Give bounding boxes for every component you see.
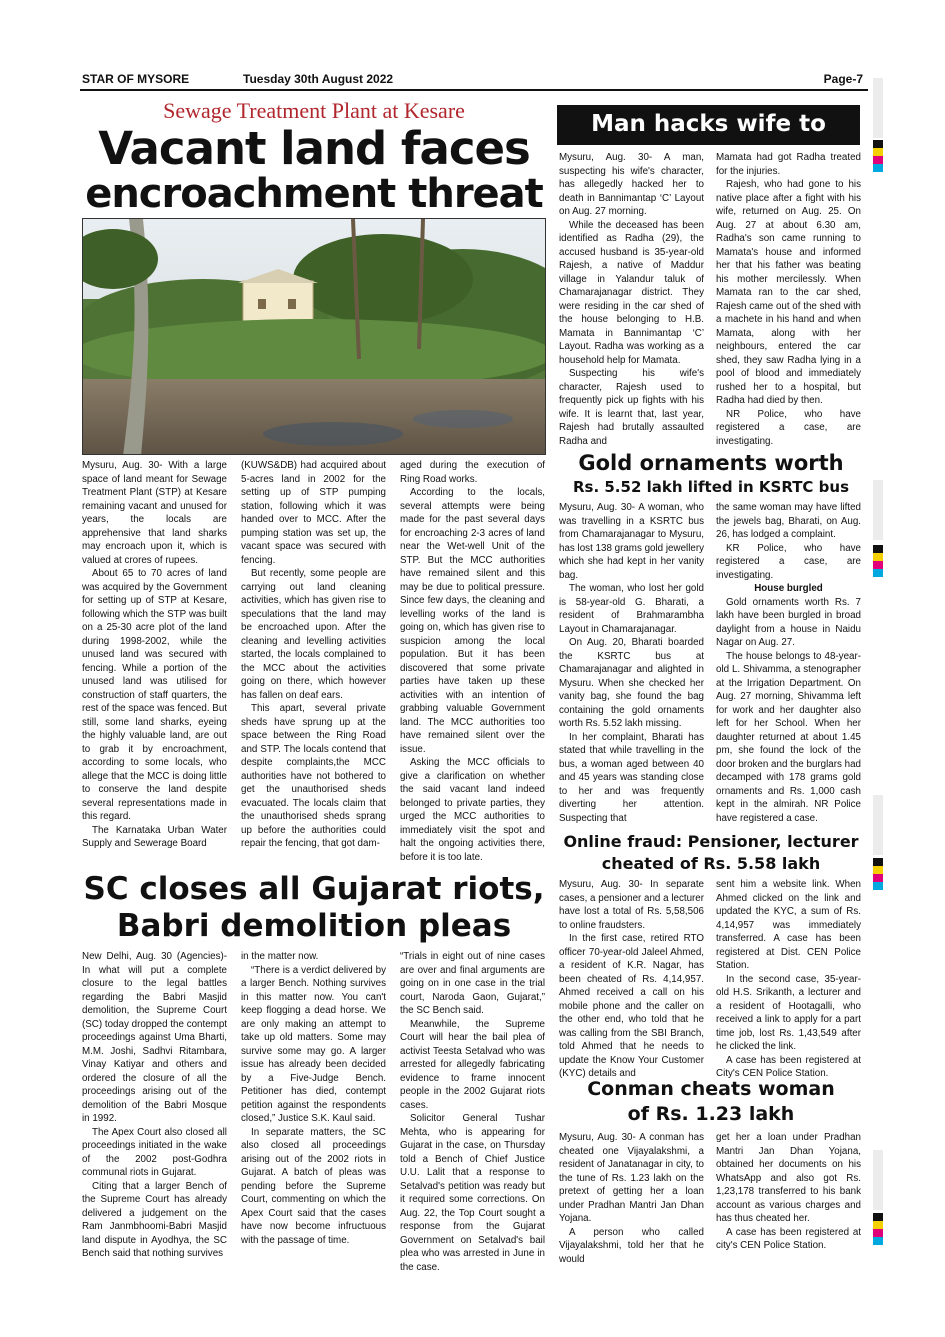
paragraph: According to the locals, several attempts were being made for the past several days for encroaching 2-3 acres of land near the Wet-well Unit of the STP. But the MCC authorities have remained silent and this may be due to political pressure. Since few days, the cleaning and levelling works of the land is going on, which has given rise to suspicion among the local population. But it has been discovered that some private parties have taken up these activities with an intention of grabbing valuable Government land. The MCC authorities too have remained silent over the issue. xyxy=(400,487,545,755)
paragraph: New Delhi, Aug. 30 (Agencies)- In what will put a complete closure to the legal battles regarding the Babri Masjid demolition, the Supreme Court (SC) today dropped the contempt proceedings against Uma Bharti, M.M. Joshi, Sadhvi Ritambara, Vinay Katiyar and others and ordered the closure of all the proceedings arising out of the demolition of the Babri Mosque in 1992. xyxy=(82,951,227,1124)
registration-swatch xyxy=(873,866,883,874)
registration-swatch xyxy=(873,164,883,172)
paragraph: Citing that a larger Bench of the Supreme Court has already delivered a judgement on the Ram Janmbhoomi-Babri Masjid land dispute in Ayodhya, the SC Bench said that nothing survives xyxy=(82,1180,227,1259)
registration-swatch xyxy=(873,156,883,164)
gold-subhead: Rs. 5.52 lakh lifted in KSRTC bus xyxy=(572,478,850,496)
registration-swatch xyxy=(873,882,883,890)
wife-col-2 xyxy=(716,151,861,448)
paragraph: Gold ornaments worth Rs. 7 lakh have been burgled in broad daylight from a house in Naidu Nagar on Aug. 27. xyxy=(716,596,861,648)
paragraph: This apart, several private sheds have sprung up at the space between the Ring Road and STP. The locals contend that despite complaints,the MCC authorities have not bothered to get the unauthorised sheds evacuated. The locals claim that the unauthorised sheds sprang up before the authorities could repair the fencing, that got dam- xyxy=(241,703,386,849)
registration-swatch xyxy=(873,545,883,553)
paragraph: sent him a website link. When Ahmed clicked on the link and updated the KYC, a sum of Rs. 4,14,957 was immediately transferred. A case has been registered at Dist. CEN Police Station. xyxy=(716,879,861,971)
fraud-headline-line1: Online fraud: Pensioner, lecturer xyxy=(563,832,859,851)
conman-col-2 xyxy=(716,1131,861,1253)
paragraph: On Aug. 20, Bharati boarded the KSRTC bus at Chamarajanagar and alighted in Mysuru. When she checked her vanity bag, she found the bag containing the gold ornaments worth Rs. 5.52 lakh missing. xyxy=(559,637,704,729)
house-burgled-subhead: House burgled xyxy=(754,583,823,594)
paragraph: In her complaint, Bharati has stated that while travelling in the bus, a woman aged between 40 and 45 years was standing close to her and was frequently diverting her attention. Suspecting that xyxy=(559,731,704,824)
registration-swatch xyxy=(873,553,883,561)
paragraph: A case has been registered at city's CEN Police Station. xyxy=(716,1226,861,1251)
paragraph: (KUWS&DB) had acquired about 5-acres land in 2002 for the setting up of STP pumping station, following which it was handed over to MCC. After the pumping station was set up, the vacant space was secured with fencing. xyxy=(241,460,386,566)
header-rule xyxy=(80,89,868,91)
kesare-land-photo xyxy=(82,218,546,455)
fraud-col-2 xyxy=(716,878,861,1081)
paragraph: In the first case, retired RTO officer 70-year-old Jaleel Ahmed, a resident of K.R. Nagar, has been cheated of Rs. 4,14,957. Ahmed received a call on his mobile phone and the caller on the other end, who told that he was calling from the SBI Branch, told Ahmed that he needs to update the Know Your Customer (KYC) details and xyxy=(559,933,704,1079)
registration-swatch xyxy=(873,874,883,882)
registration-swatch xyxy=(873,148,883,156)
paragraph: the same woman may have lifted the jewels bag, Bharati, on Aug. 26, has lodged a complaint. xyxy=(716,502,861,540)
conman-headline-line1: Conman cheats woman xyxy=(587,1078,835,1100)
paragraph: KR Police, who have registered a case, are investigating. xyxy=(716,542,861,581)
paragraph: While the deceased has been identified as Radha (29), the accused husband is 35-year-old Rajesh, a native of Maddur village in Yalandur taluk of Chamarajanagar district. They were residing in the car shed of the house belonging to H.B. Mamata in Bannimantap ‘C’ Layout. Radha was working as a household help for Mamata. xyxy=(559,219,704,366)
paragraph: A person who called Vijayalakshmi, told her that he would xyxy=(559,1226,704,1265)
margin-strip xyxy=(873,480,883,540)
paragraph: In separate matters, the SC also closed all proceedings arising out of the 2002 riots in Gujarat. A batch of pleas was pending before the Supreme Court, commenting on which the Apex Court said that the cases have now become infructuous with the passage of time. xyxy=(241,1126,386,1246)
gujarat-col-2 xyxy=(241,950,386,1247)
lead-kicker: Sewage Treatment Plant at Kesare xyxy=(163,98,465,123)
registration-swatch xyxy=(873,569,883,577)
paragraph: Mysuru, Aug. 30- A conman has cheated one Vijayalakshmi, a resident of Janatanagar in city, to the tune of Rs. 1.23 lakh on the pretext of getting her a loan under Pradhan Mantri Jan Dhan Yojana. xyxy=(559,1132,704,1224)
paragraph: The Apex Court also closed all proceedings initiated in the wake of the 2002 post-Godhra communal riots in Gujarat. xyxy=(82,1126,227,1178)
page-number: Page-7 xyxy=(823,72,863,86)
paragraph: Mysuru, Aug. 30- A woman, who was travelling in a KSRTC bus from Chamarajanagar to Mysuru, has lost 138 grams gold jewellery which she had kept in her vanity bag. xyxy=(559,502,704,581)
paragraph: But recently, some people are carrying out land cleaning activities, which has given rise to speculations that the land may be encroached upon. After the cleaning and levelling activities started, the locals complained to the MCC about the activities going on there, which however has fallen on deaf ears. xyxy=(241,568,386,701)
paragraph: In the second case, 35-year-old H.S. Srikanth, a lecturer and a resident of Hootagalli, who received a link to apply for a part time job, lost Rs. 1,43,549 after he clicked the link. xyxy=(716,973,861,1052)
paragraph: Meanwhile, the Supreme Court will hear the bail plea of activist Teesta Setalvad who was arrested for allegedly fabricating evidence to frame innocent people in the 2002 Gujarat riots cases. xyxy=(400,1018,545,1111)
paragraph: Mamata had got Radha treated for the injuries. xyxy=(716,152,861,177)
paragraph: Asking the MCC officials to give a clarification on whether the said vacant land indeed belonged to private parties, they urged the MCC authorities to immediately visit the spot and halt the ongoing activities there, before it is too late. xyxy=(400,757,545,863)
margin-strip xyxy=(873,78,883,138)
publication-name: STAR OF MYSORE xyxy=(82,72,190,86)
wife-col-1 xyxy=(559,151,704,448)
registration-swatch xyxy=(873,1213,883,1221)
paragraph: Suspecting his wife's character, Rajesh used to frequently pick up fights with his wife. It is learnt that, last year, Rajesh had brutally assaulted Radha and xyxy=(559,368,704,447)
registration-swatch xyxy=(873,858,883,866)
gujarat-headline-line1: SC closes all Gujarat riots, xyxy=(83,871,545,907)
paragraph: NR Police, who have registered a case, are investigating. xyxy=(716,408,861,447)
paragraph: Mysuru, Aug. 30- In separate cases, a pensioner and a lecturer have lost a total of Rs. 5,58,506 to online fraudsters. xyxy=(559,879,704,931)
registration-swatch xyxy=(873,1237,883,1245)
registration-marks xyxy=(873,858,883,890)
paragraph: “Trials in eight out of nine cases are over and final arguments are going on in one case in the trial court, Naroda Gaon, Gujarat,” the SC Bench said. xyxy=(400,951,545,1016)
registration-marks xyxy=(873,545,883,577)
paragraph: The Karnataka Urban Water Supply and Sewerage Board xyxy=(82,824,227,849)
conman-headline-line2: of Rs. 1.23 lakh xyxy=(627,1103,795,1125)
paragraph: “There is a verdict delivered by a larger Bench. Nothing survives in this matter now. You can't keep flogging a dead horse. We are only making an attempt to take up old matters. Some may survive some may go. A larger issue has already been decided by a Five-Judge Bench. Petitioner has died, contempt petition against the respondents closed,” Justice S.K. Kaul said. xyxy=(241,964,386,1124)
registration-swatch xyxy=(873,561,883,569)
gold-headline: Gold ornaments worth xyxy=(578,451,844,475)
registration-swatch xyxy=(873,140,883,148)
lead-headline-line1: Vacant land faces xyxy=(98,122,530,175)
gujarat-col-3 xyxy=(400,950,545,1274)
lead-headline-line2: encroachment threat xyxy=(85,171,543,217)
paragraph: A case has been registered at City's CEN Police Station. xyxy=(716,1054,861,1079)
gold-col-1 xyxy=(559,501,704,825)
fraud-col-1 xyxy=(559,878,704,1081)
registration-marks xyxy=(873,140,883,172)
gujarat-headline-line2: Babri demolition pleas xyxy=(116,908,512,944)
paragraph: Mysuru, Aug. 30- A man, suspecting his wife's character, has allegedly hacked her to death in Bannimantap ‘C’ Layout on Aug. 27 morning. xyxy=(559,152,704,217)
registration-marks xyxy=(873,1213,883,1245)
margin-strip xyxy=(873,795,883,855)
issue-date: Tuesday 30th August 2022 xyxy=(243,72,394,86)
registration-swatch xyxy=(873,1229,883,1237)
paragraph: Mysuru, Aug. 30- With a large space of land meant for Sewage Treatment Plant (STP) at Kesare remaining vacant and unused for years, the locals are apprehensive that land sharks may encroach upon it, which is valued at crores of rupees. xyxy=(82,460,227,566)
paragraph: Solicitor General Tushar Mehta, who is appearing for Gujarat in the case, on Thursday told a Bench of Chief Justice U.U. Lalit that a response to Setalvad's petition was ready but it required some corrections. On Aug. 22, the Top Court sought a response from the Gujarat Government on Setalvad's bail plea who was arrested in June in the case. xyxy=(400,1113,545,1273)
wife-story-headline: Man hacks wife to death xyxy=(558,106,859,144)
lead-col-2 xyxy=(241,459,386,851)
conman-col-1 xyxy=(559,1131,704,1266)
paragraph: The house belongs to 48-year-old L. Shivamma, a stenographer at the Irrigation Department. On Aug. 27 morning, Shivamma left for work and her daughter also left for her School. When her daughter returned at about 1.45 pm, she found the lock of the door broken and the burglars had decamped with 178 grams gold ornaments and Rs. 1,000 cash kept in the almirah. NR Police have registered a case. xyxy=(716,650,861,824)
paragraph: The woman, who lost her gold is 58-year-old G. Bharati, a resident of Brahmarambha Layout in Chamarajanagar. xyxy=(559,583,704,635)
lead-col-1 xyxy=(82,459,227,851)
paragraph: aged during the execution of Ring Road works. xyxy=(400,460,545,485)
paragraph: in the matter now. xyxy=(241,951,319,962)
gold-col-2 xyxy=(716,501,861,825)
paragraph: Rajesh, who had gone to his native place after a fight with his wife, returned on Aug. 25. On Aug. 27 at about 6.30 am, Radha's son came running to Mamata's house and informed her that his father was beating his mother mercilessly. When Mamata ran to the car shed, Rajesh came out of the shed with a machete in his hand and when Mamata, along with her neighbours, entered the car shed, they saw Radha lying in a pool of blood and immediately rushed her to a hospital, but Radha had died by then. xyxy=(716,179,861,406)
gujarat-col-1 xyxy=(82,950,227,1261)
paragraph: About 65 to 70 acres of land was acquired by the Government for setting up of STP at Kesare, following which the STP was built on a 25-30 acre plot of the land during 1998-2002, while the unused land was secured with fencing. While a portion of the unused land was utilised for construction of staff quarters, the rest of the space was fenced. But still, some land sharks, eyeing the highly valuable land, are out to grab it by encroachment, according to some locals, who allege that the MCC is doing little to conserve the land despite several representations made in this regard. xyxy=(82,568,227,822)
margin-strip xyxy=(873,1150,883,1210)
fraud-headline-line2: cheated of Rs. 5.58 lakh xyxy=(601,854,821,873)
registration-swatch xyxy=(873,1221,883,1229)
paragraph: get her a loan under Pradhan Mantri Jan Dhan Yojana, obtained her documents on his WhatsApp and also got Rs. 1,23,178 transferred to his bank account as various charges and has thus cheated her. xyxy=(716,1132,861,1224)
lead-col-3 xyxy=(400,459,545,864)
photo-illustration xyxy=(83,219,546,455)
